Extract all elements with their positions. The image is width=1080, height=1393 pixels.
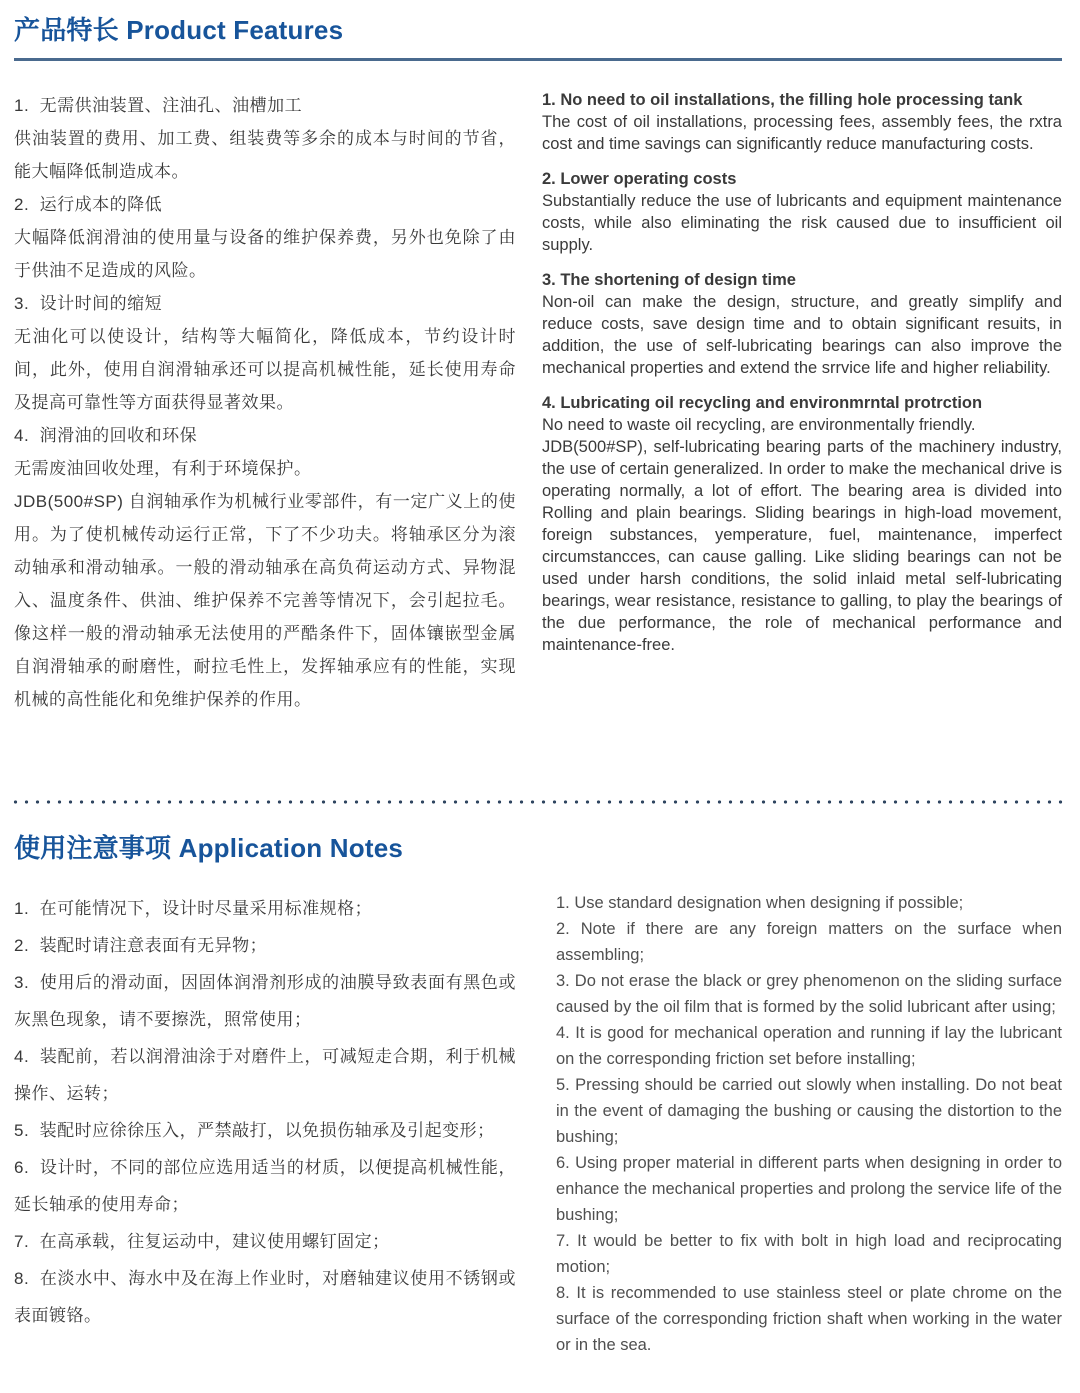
- pf-en-section: [542, 168, 1062, 256]
- pf-zh-paragraph: 供油装置的费用、加工费、组装费等多余的成本与时间的节省，能大幅降低制造成本。: [14, 129, 516, 181]
- title-underline-rule: [14, 58, 1062, 61]
- application-notes-english-column: [542, 890, 1062, 1358]
- an-en-item: 5. Pressing should be carried out slowly when installing. Do not beat in the event of damaging the bushing or causing the distortion to the bushing;: [556, 1076, 1062, 1146]
- an-en-item: 3. Do not erase the black or grey phenomenon on the sliding surface caused by the oil film that is formed by the solid lubricant after using;: [556, 972, 1062, 1016]
- application-notes-columns: [14, 890, 1062, 1358]
- application-notes-title: 使用注意事项 Application Notes: [14, 833, 404, 863]
- pf-zh-paragraph: 3. 设计时间的缩短: [14, 294, 163, 313]
- an-zh-item: 3. 使用后的滑动面，因固体润滑剂形成的油膜导致表面有黑色或灰黑色现象，请不要擦洗，照常使用；: [14, 973, 516, 1029]
- an-zh-item: 2. 装配时请注意表面有无异物；: [14, 936, 268, 955]
- pf-zh-paragraph: 无油化可以使设计，结构等大幅简化，降低成本，节约设计时间，此外，使用自润滑轴承还可以提高机械性能，延长使用寿命及提高可靠性等方面获得显著效果。: [14, 327, 516, 412]
- pf-en-section: [542, 392, 1062, 656]
- pf-en-heading: 3. The shortening of design time: [542, 271, 796, 289]
- product-features-chinese-column: [14, 89, 516, 716]
- an-en-item: 7. It would be better to fix with bolt in high load and reciprocating motion;: [556, 1232, 1062, 1276]
- an-zh-item: 7. 在高承载，往复运动中，建议使用螺钉固定；: [14, 1232, 390, 1251]
- pf-en-body: No need to waste oil recycling, are environmentally friendly.: [542, 416, 976, 434]
- an-zh-item: 8. 在淡水中、海水中及在海上作业时，对磨轴建议使用不锈钢或表面镀铬。: [14, 1269, 516, 1325]
- pf-zh-paragraph: 大幅降低润滑油的使用量与设备的维护保养费，另外也免除了由于供油不足造成的风险。: [14, 228, 516, 280]
- pf-en-heading: 1. No need to oil installations, the filling hole processing tank: [542, 91, 1023, 109]
- an-zh-item: 4. 装配前，若以润滑油涂于对磨件上，可减短走合期，利于机械操作、运转；: [14, 1047, 516, 1103]
- pf-zh-paragraph: 1. 无需供油装置、注油孔、油槽加工: [14, 96, 303, 115]
- an-zh-item: 5. 装配时应徐徐压入，严禁敲打，以免损伤轴承及引起变形；: [14, 1121, 495, 1140]
- pf-zh-paragraph: 无需废油回收处理，有利于环境保护。: [14, 459, 312, 478]
- an-zh-item: 1. 在可能情况下，设计时尽量采用标准规格；: [14, 899, 373, 918]
- pf-zh-paragraph: 4. 润滑油的回收和环保: [14, 426, 198, 445]
- an-en-item: 4. It is good for mechanical operation and running if lay the lubricant on the corresponding friction set before installing;: [556, 1024, 1062, 1068]
- an-en-item: 6. Using proper material in different parts when designing in order to enhance the mechanical properties and prolong the service life of the bushing;: [556, 1154, 1062, 1224]
- pf-zh-paragraph: JDB(500#SP) 自润轴承作为机械行业零部件，有一定广义上的使用。为了使机械传动运行正常，下了不少功夫。将轴承区分为滚动轴承和滑动轴承。一般的滑动轴承在高负荷运动方式、异物混入、温度条件、供油、维护保养不完善等情况下，会引起拉毛。像这样一般的滑动轴承无法使用的严酷条件下，固体镶嵌型金属自润滑轴承的耐磨性，耐拉毛性上，发挥轴承应有的性能，实现机械的高性能化和免维护保养的作用。: [14, 492, 516, 709]
- pf-en-body: The cost of oil installations, processing fees, assembly fees, the rxtra cost and time savings can significantly reduce manufacturing costs.: [542, 113, 1062, 153]
- an-zh-item: 6. 设计时，不同的部位应选用适当的材质，以便提高机械性能，延长轴承的使用寿命；: [14, 1158, 516, 1214]
- pf-en-body: JDB(500#SP), self-lubricating bearing parts of the machinery industry, the use of certain generalized. In order to make the mechanical drive is operating normally, a lot of effort. The bearing area is divided into Rolling and plain bearings. Sliding bearings in high-load movement, foreign substances, yemperature, fuel, maintenance, imperfect circumstancces, can cause galling. Like sliding bearings can not be used under harsh conditions, the solid inlaid metal self-lubricating bearings, wear resistance, resistance to galling, to play the bearings of the due performance, the role of mechanical performance and maintenance-free.: [542, 438, 1062, 654]
- pf-en-section: [542, 269, 1062, 379]
- product-features-columns: [14, 89, 1062, 716]
- pf-zh-paragraph: 2. 运行成本的降低: [14, 195, 163, 214]
- pf-en-section: [542, 89, 1062, 155]
- product-features-english-column: [542, 89, 1062, 716]
- dotted-separator: [10, 800, 1066, 804]
- pf-en-body: Non-oil can make the design, structure, and greatly simplify and reduce costs, save design time and to obtain significant resuits, in addition, the use of self-lubricating bearings can also improve the mechanical properties and extend the srrvice life and higher reliability.: [542, 293, 1062, 377]
- an-en-item: 8. It is recommended to use stainless steel or plate chrome on the surface of the corresponding friction shaft when working in the water or in the sea.: [556, 1284, 1062, 1354]
- pf-en-heading: 4. Lubricating oil recycling and environmrntal protrction: [542, 394, 983, 412]
- pf-en-heading: 2. Lower operating costs: [542, 170, 737, 188]
- an-en-item: 2. Note if there are any foreign matters on the surface when assembling;: [556, 920, 1062, 964]
- an-en-item: 1. Use standard designation when designing if possible;: [556, 894, 964, 912]
- pf-en-body: Substantially reduce the use of lubricants and equipment maintenance costs, while also eliminating the risk caused due to insufficient oil supply.: [542, 192, 1062, 254]
- application-notes-chinese-column: [14, 890, 516, 1358]
- product-features-title: 产品特长 Product Features: [14, 15, 344, 45]
